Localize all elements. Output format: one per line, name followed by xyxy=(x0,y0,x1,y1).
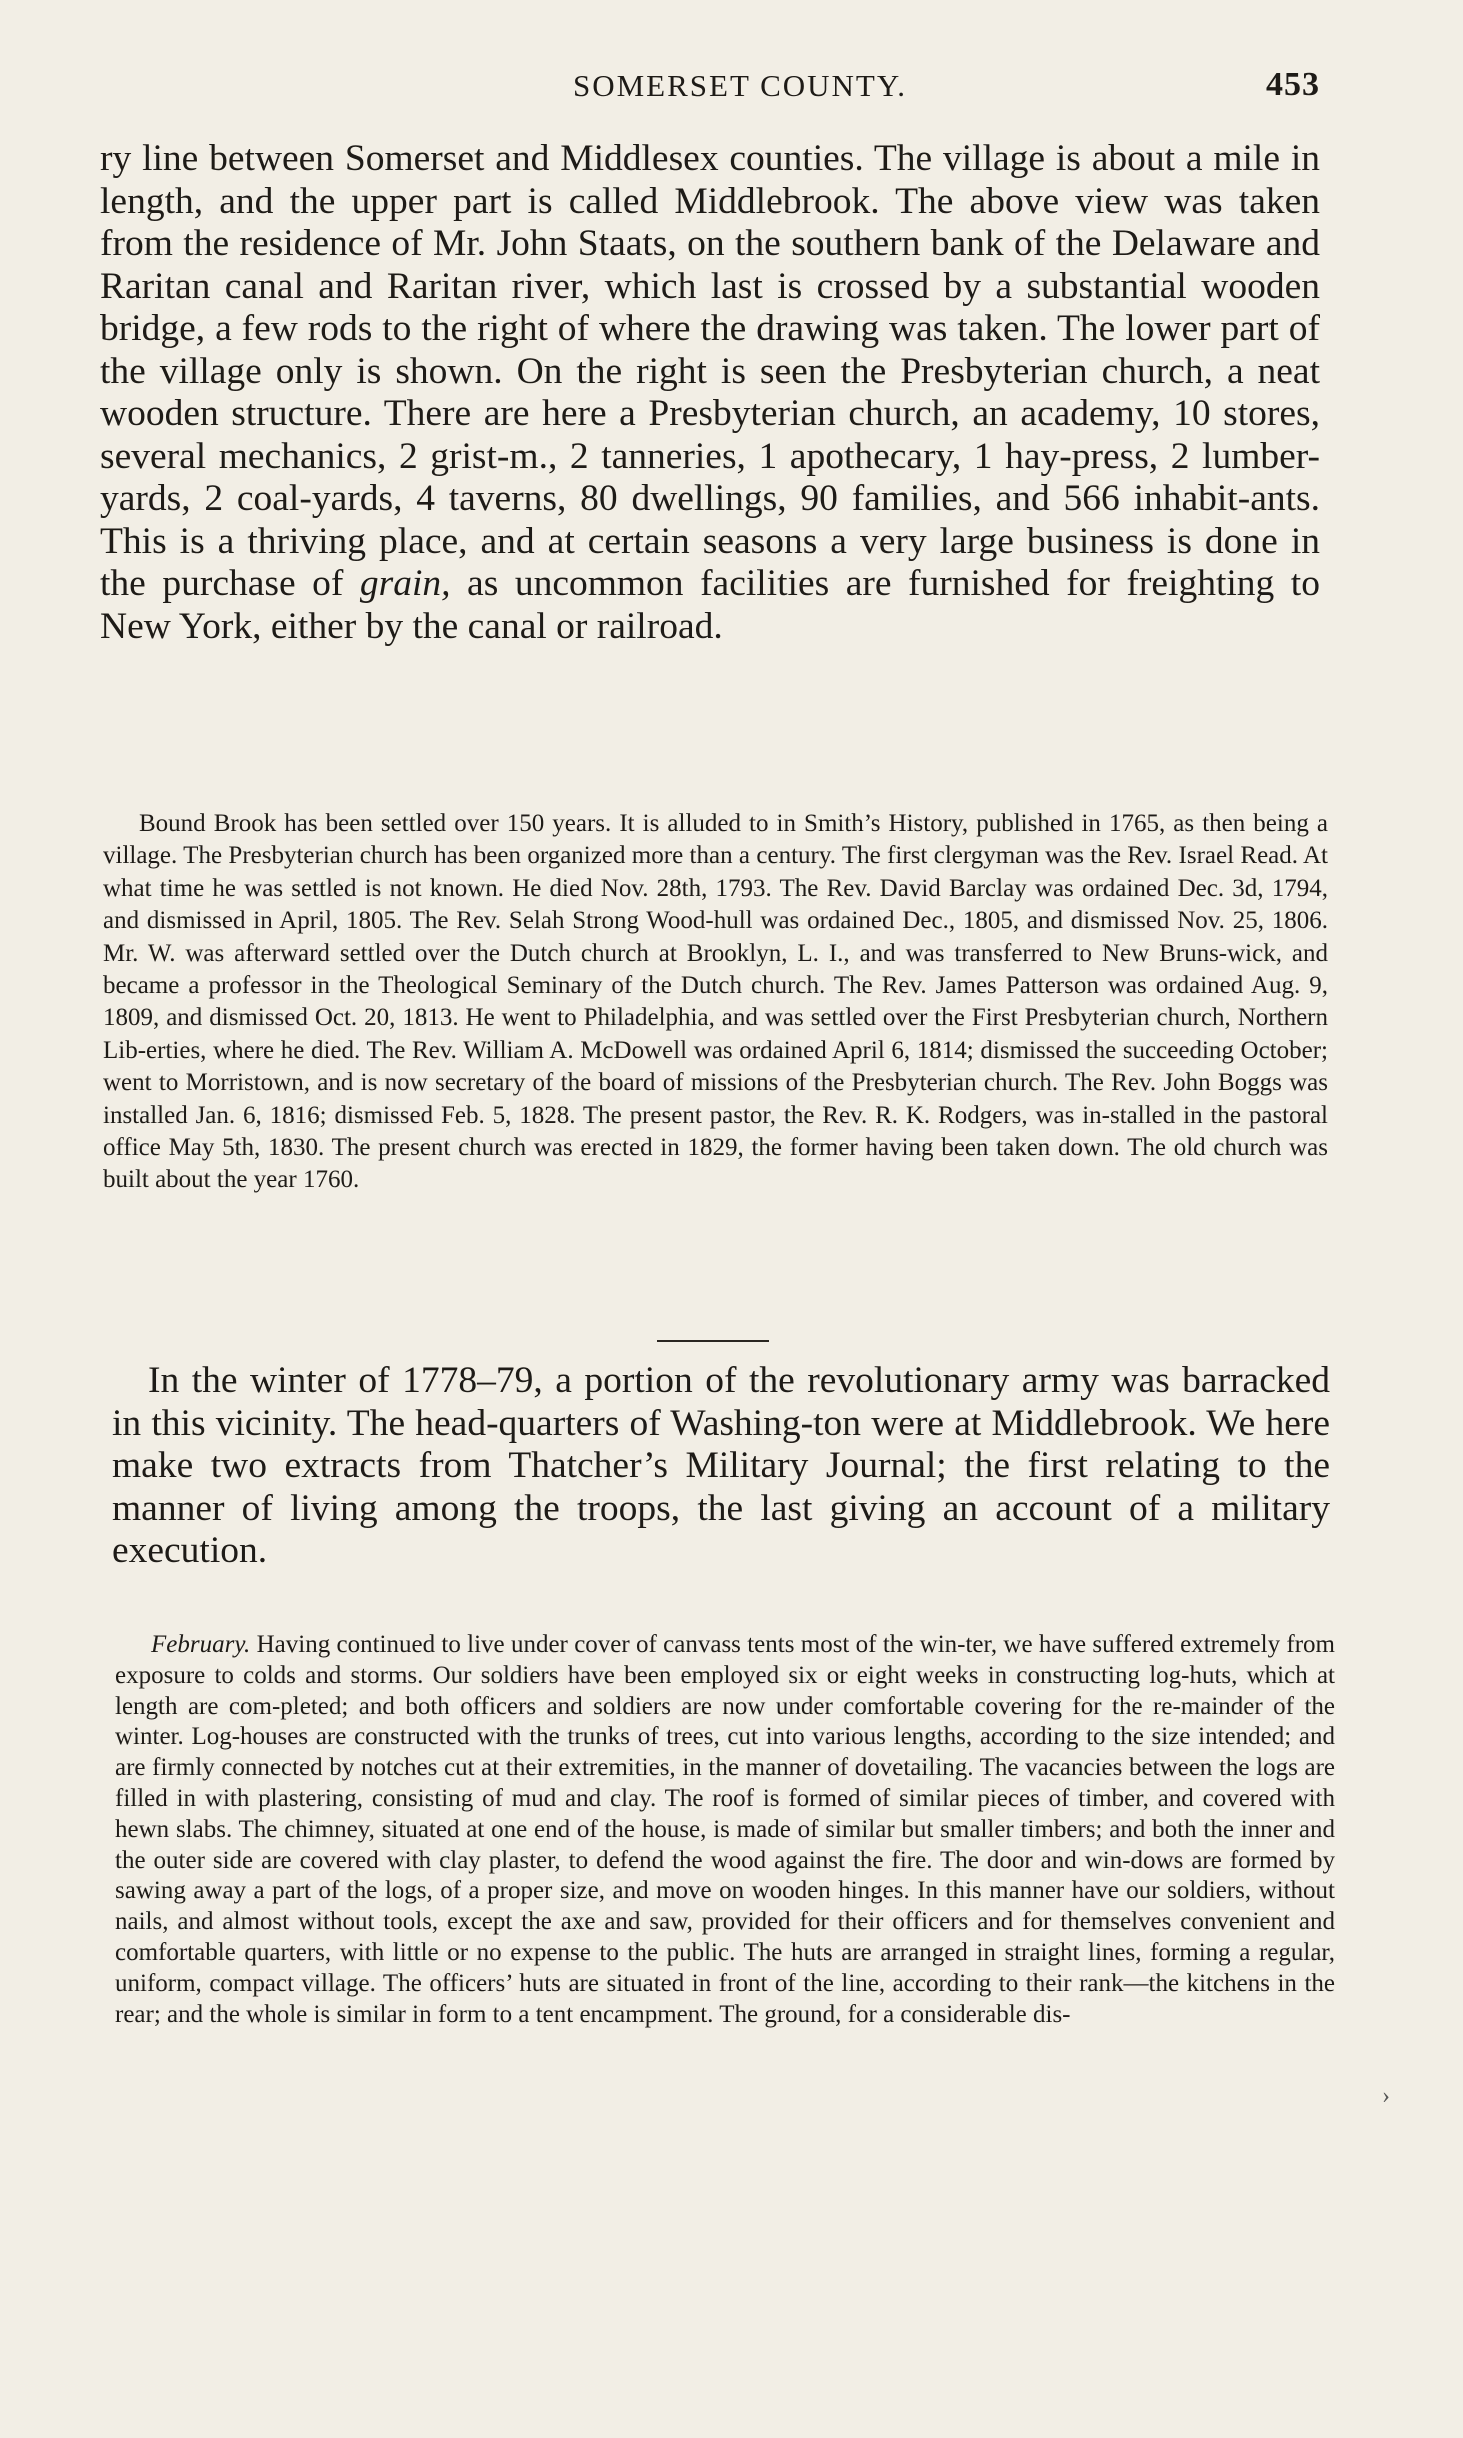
paragraph-village-description xyxy=(100,138,1320,648)
paragraph-journal-extract xyxy=(115,1630,1335,2030)
margin-mark: › xyxy=(1382,2083,1390,2109)
journal-date-lead: February. xyxy=(151,1631,251,1658)
page-header xyxy=(100,62,1320,112)
paragraph-text: as uncommon facilities are furnished for freighting to New York, either by the canal or railroad. xyxy=(100,563,1320,647)
paragraph-text: ry line between Somerset and Middlesex counties. The village is about a mile in length, and the upper part is called Middlebrook. The above view was taken from the residence of Mr. John Staats, on the southern bank of the Delaware and Raritan canal and Raritan river, which last is crossed by a substantial wooden bridge, a few rods to the right of where the drawing was taken. The lower part of the village only is shown. On the right is seen the Presbyterian church, a neat wooden structure. There are here a Presbyterian church, an academy, 10 stores, several mechanics, 2 grist-m., 2 tanneries, 1 apothecary, 1 hay-press, 2 lumber-yards, 2 coal-yards, 4 taverns, 80 dwellings, 90 families, and 566 inhabit-ants. This is a thriving place, and at certain seasons a very large business is done in the purchase of xyxy=(100,138,1320,604)
paragraph-church-history: Bound Brook has been settled over 150 years. It is alluded to in Smith’s History, published in 1765, as then being a village. The Presbyterian church has been organized more than a century. The first clergyman was the Rev. Israel Read. At what time he was settled is not known. He died Nov. 28th, 1793. The Rev. David Barclay was ordained Dec. 3d, 1794, and dismissed in April, 1805. The Rev. Selah Strong Wood-hull was ordained Dec., 1805, and dismissed Nov. 25, 1806. Mr. W. was afterward settled over the Dutch church at Brooklyn, L. I., and was transferred to New Bruns-wick, and became a professor in the Theological Seminary of the Dutch church. The Rev. James Patterson was ordained Aug. 9, 1809, and dismissed Oct. 20, 1813. He went to Philadelphia, and was settled over the First Presbyterian church, Northern Lib-erties, where he died. The Rev. William A. McDowell was ordained April 6, 1814; dismissed the succeeding October; went to Morristown, and is now secretary of the board of missions of the Presbyterian church. The Rev. John Boggs was installed Jan. 6, 1816; dismissed Feb. 5, 1828. The present pastor, the Rev. R. K. Rodgers, was in-stalled in the pastoral office May 5th, 1830. The present church was erected in 1829, the former having been taken down. The old church was built about the year 1760. xyxy=(103,810,1328,1194)
section-divider xyxy=(657,1340,769,1342)
running-title: SOMERSET COUNTY. xyxy=(572,68,908,103)
page-number: 453 xyxy=(1266,66,1320,103)
paragraph-revolutionary-army: In the winter of 1778–79, a portion of the revolutionary army was barracked in this vicinity. The head-quarters of Washing-ton were at Middlebrook. We here make two extracts from Thatcher’s Military Journal; the first relating to the manner of living among the troops, the last giving an account of a military execution. xyxy=(112,1360,1330,1571)
paragraph-text: Having continued to live under cover of canvass tents most of the win-ter, we have suffered extremely from exposure to colds and storms. Our soldiers have been employed six or eight weeks in constructing log-huts, which at length are com-pleted; and both officers and soldiers are now under comfortable covering for the re-mainder of the winter. Log-houses are constructed with the trunks of trees, cut into various lengths, according to the size intended; and are firmly connected by notches cut at their extremities, in the manner of dovetailing. The vacancies between the logs are filled in with plastering, consisting of mud and clay. The roof is formed of similar pieces of timber, and covered with hewn slabs. The chimney, situated at one end of the house, is made of similar but smaller timbers; and both the inner and the outer side are covered with clay plaster, to defend the wood against the fire. The door and win-dows are formed by sawing away a part of the logs, of a proper size, and move on wooden hinges. In this manner have our soldiers, without nails, and almost without tools, except the axe and saw, provided for their officers and for themselves convenient and comfortable quarters, with little or no expense to the public. The huts are arranged in straight lines, forming a regular, uniform, compact village. The officers’ huts are situated in front of the line, according to their rank—the kitchens in the rear; and the whole is similar in form to a tent encampment. The ground, for a considerable dis- xyxy=(115,1631,1335,2028)
italic-word-grain: grain, xyxy=(359,563,451,604)
